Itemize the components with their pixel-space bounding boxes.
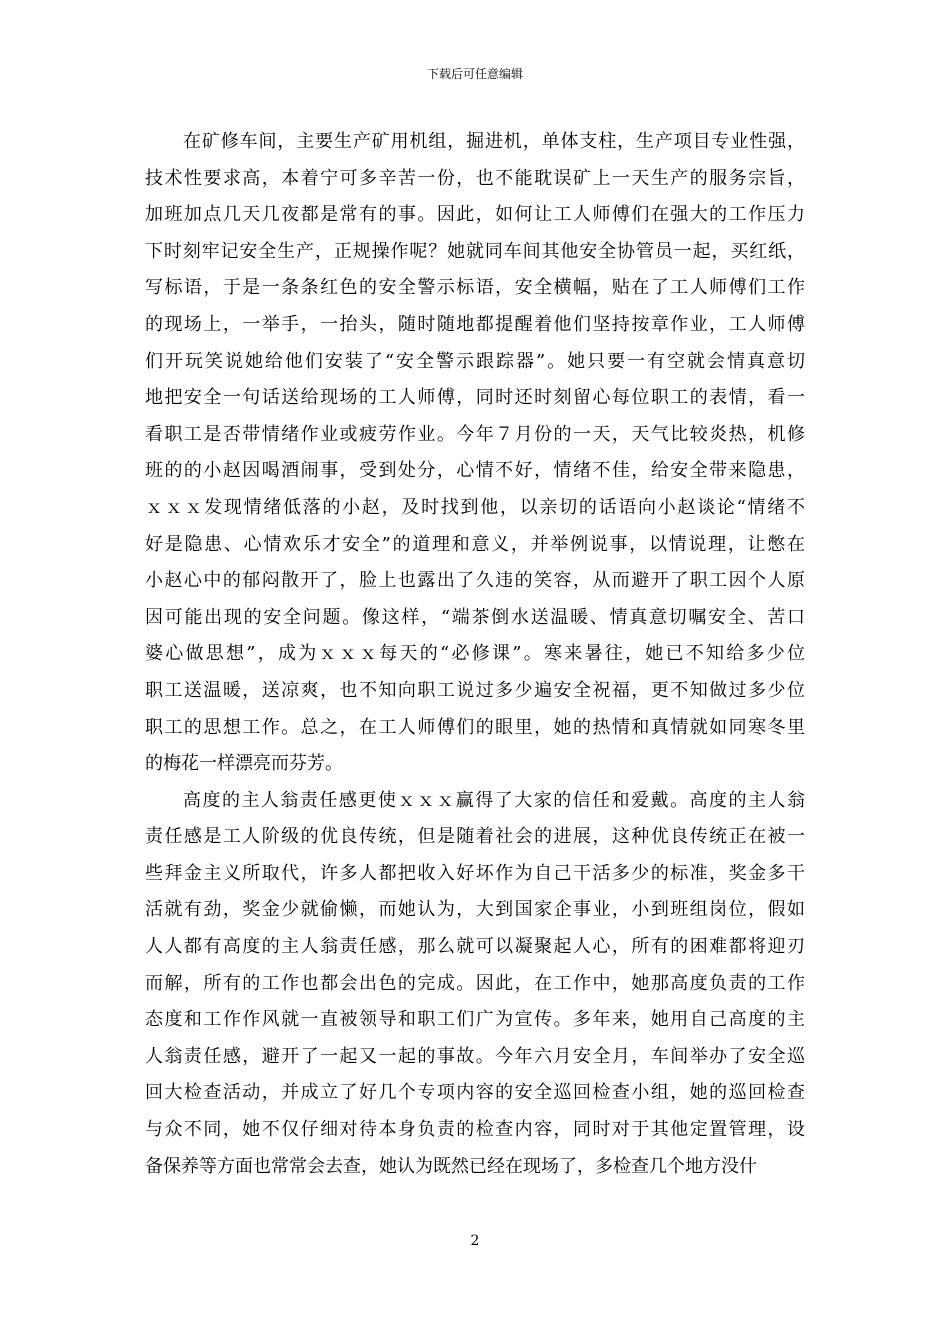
text-line: 回大检查活动，并成立了好几个专项内容的安全巡回检查小组，她的巡回检查	[145, 1082, 805, 1104]
text-line: 而解，所有的工作也都会出色的完成。因此，在工作中，她那高度负责的工作	[145, 972, 805, 994]
text-line: 在矿修车间，主要生产矿用机组，掘进机，单体支柱，生产项目专业性强，	[183, 131, 805, 152]
text-line: 下时刻牢记安全生产，正规操作呢？她就同车间其他安全协管员一起，买红纸，	[145, 240, 805, 262]
text-line: 活就有劲，奖金少就偷懒，而她认为，大到国家企事业，小到班组岗位，假如	[145, 899, 805, 921]
text-line: 们开玩笑说她给他们安装了“安全警示跟踪器”。她只要一有空就会情真意切	[145, 350, 805, 372]
document-body	[145, 124, 805, 1185]
text-line: 班的的小赵因喝酒闹事，受到处分，心情不好，情绪不佳，给安全带来隐患，	[145, 460, 805, 482]
text-line: 高度的主人翁责任感更使ｘｘｘ赢得了大家的信任和爱戴。高度的主人翁	[183, 789, 805, 811]
text-line: 些拜金主义所取代，许多人都把收入好坏作为自己干活多少的标准，奖金多干	[145, 862, 805, 884]
text-line: 的现场上，一举手，一抬头，随时随地都提醒着他们坚持按章作业，工人师傅	[145, 313, 805, 335]
text-line: ｘｘｘ发现情绪低落的小赵，及时找到他，以亲切的话语向小赵谈论“情绪不	[145, 496, 805, 518]
text-line: 的梅花一样漂亮而芬芳。	[145, 753, 343, 775]
text-line: 小赵心中的郁闷散开了，脸上也露出了久违的笑容，从而避开了职工因个人原	[145, 570, 805, 592]
text-line: 看职工是否带情绪作业或疲劳作业。今年７月份的一天，天气比较炎热，机修	[145, 423, 805, 445]
text-line: 与众不同，她不仅仔细对待本身负责的检查内容，同时对于其他定置管理，设	[145, 1119, 805, 1141]
paragraph-1	[145, 124, 805, 783]
paragraph-2	[145, 783, 805, 1186]
text-line: 备保养等方面也常常会去查，她认为既然已经在现场了，多检查几个地方没什	[145, 1155, 757, 1177]
text-line: 写标语，于是一条条红色的安全警示标语，安全横幅，贴在了工人师傅们工作	[145, 277, 805, 299]
page-number: 2	[470, 1233, 480, 1249]
text-line: 婆心做思想”，成为ｘｘｘ每天的“必修课”。寒来暑往，她已不知给多少位	[145, 643, 805, 665]
text-line: 职工送温暖，送凉爽，也不知向职工说过多少遍安全祝福，更不知做过多少位	[145, 679, 805, 701]
text-line: 责任感是工人阶级的优良传统，但是随着社会的进展，这种优良传统正在被一	[145, 826, 805, 848]
text-line: 因可能出现的安全问题。像这样，“端茶倒水送温暖、情真意切嘱安全、苦口	[145, 606, 805, 628]
text-line: 人人都有高度的主人翁责任感，那么就可以凝聚起人心，所有的困难都将迎刃	[145, 936, 805, 958]
text-line: 职工的思想工作。总之，在工人师傅们的眼里，她的热情和真情就如同寒冬里	[145, 716, 805, 738]
text-line: 态度和工作作风就一直被领导和职工们广为宣传。多年来，她用自己高度的主	[145, 1009, 805, 1031]
text-line: 加班加点几天几夜都是常有的事。因此，如何让工人师傅们在强大的工作压力	[145, 204, 805, 226]
text-line: 地把安全一句话送给现场的工人师傅，同时还时刻留心每位职工的表情，看一	[145, 387, 805, 409]
text-line: 技术性要求高，本着宁可多辛苦一份，也不能耽误矿上一天生产的服务宗旨，	[145, 167, 805, 189]
page-header: 下载后可任意编辑	[426, 67, 523, 81]
text-line: 好是隐患、心情欢乐才安全”的道理和意义，并举例说事，以情说理，让憋在	[145, 533, 805, 555]
text-line: 人翁责任感，避开了一起又一起的事故。今年六月安全月，车间举办了安全巡	[145, 1045, 805, 1067]
